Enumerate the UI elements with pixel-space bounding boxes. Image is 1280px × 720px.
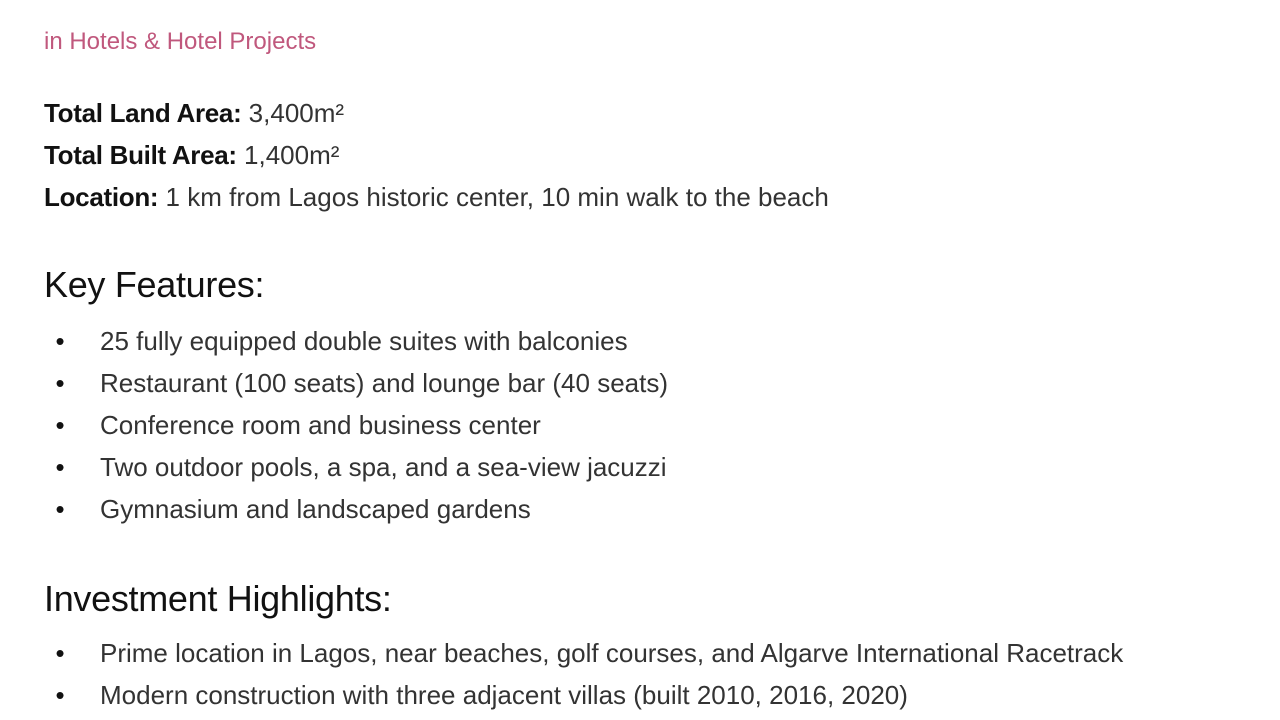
property-facts xyxy=(44,92,829,218)
bullet-icon: • xyxy=(55,494,65,524)
list-item-text: Modern construction with three adjacent villas (built 2010, 2016, 2020) xyxy=(100,680,908,710)
list-item-text: Prime location in Lagos, near beaches, golf courses, and Algarve International Racetrack xyxy=(100,638,1124,668)
fact-value: 1 km from Lagos historic center, 10 min walk to the beach xyxy=(165,182,829,212)
fact-value: 1,400m² xyxy=(244,140,340,170)
fact-location xyxy=(44,176,829,218)
investment-highlights-heading: Investment Highlights: xyxy=(44,578,392,619)
list-item-text: Conference room and business center xyxy=(100,410,541,440)
listing-page xyxy=(44,0,1264,720)
fact-label: Total Built Area: xyxy=(44,140,237,170)
bullet-icon: • xyxy=(55,638,65,668)
list-item-text: 25 fully equipped double suites with balconies xyxy=(100,326,628,356)
fact-land-area xyxy=(44,92,829,134)
fact-label: Total Land Area: xyxy=(44,98,242,128)
key-features-heading: Key Features: xyxy=(44,264,265,305)
fact-value: 3,400m² xyxy=(248,98,345,128)
fact-label: Location: xyxy=(44,182,159,212)
list-item-text: Gymnasium and landscaped gardens xyxy=(100,494,531,524)
list-item-text: Restaurant (100 seats) and lounge bar (40 seats) xyxy=(100,368,669,398)
bullet-icon: • xyxy=(55,368,65,398)
bullet-icon: • xyxy=(55,680,65,710)
fact-built-area xyxy=(44,134,829,176)
list-item-text: Two outdoor pools, a spa, and a sea-view jacuzzi xyxy=(100,452,667,482)
bullet-icon: • xyxy=(55,410,65,440)
category-link[interactable]: in Hotels & Hotel Projects xyxy=(44,28,317,55)
bullet-icon: • xyxy=(55,452,65,482)
bullet-icon: • xyxy=(55,326,65,356)
